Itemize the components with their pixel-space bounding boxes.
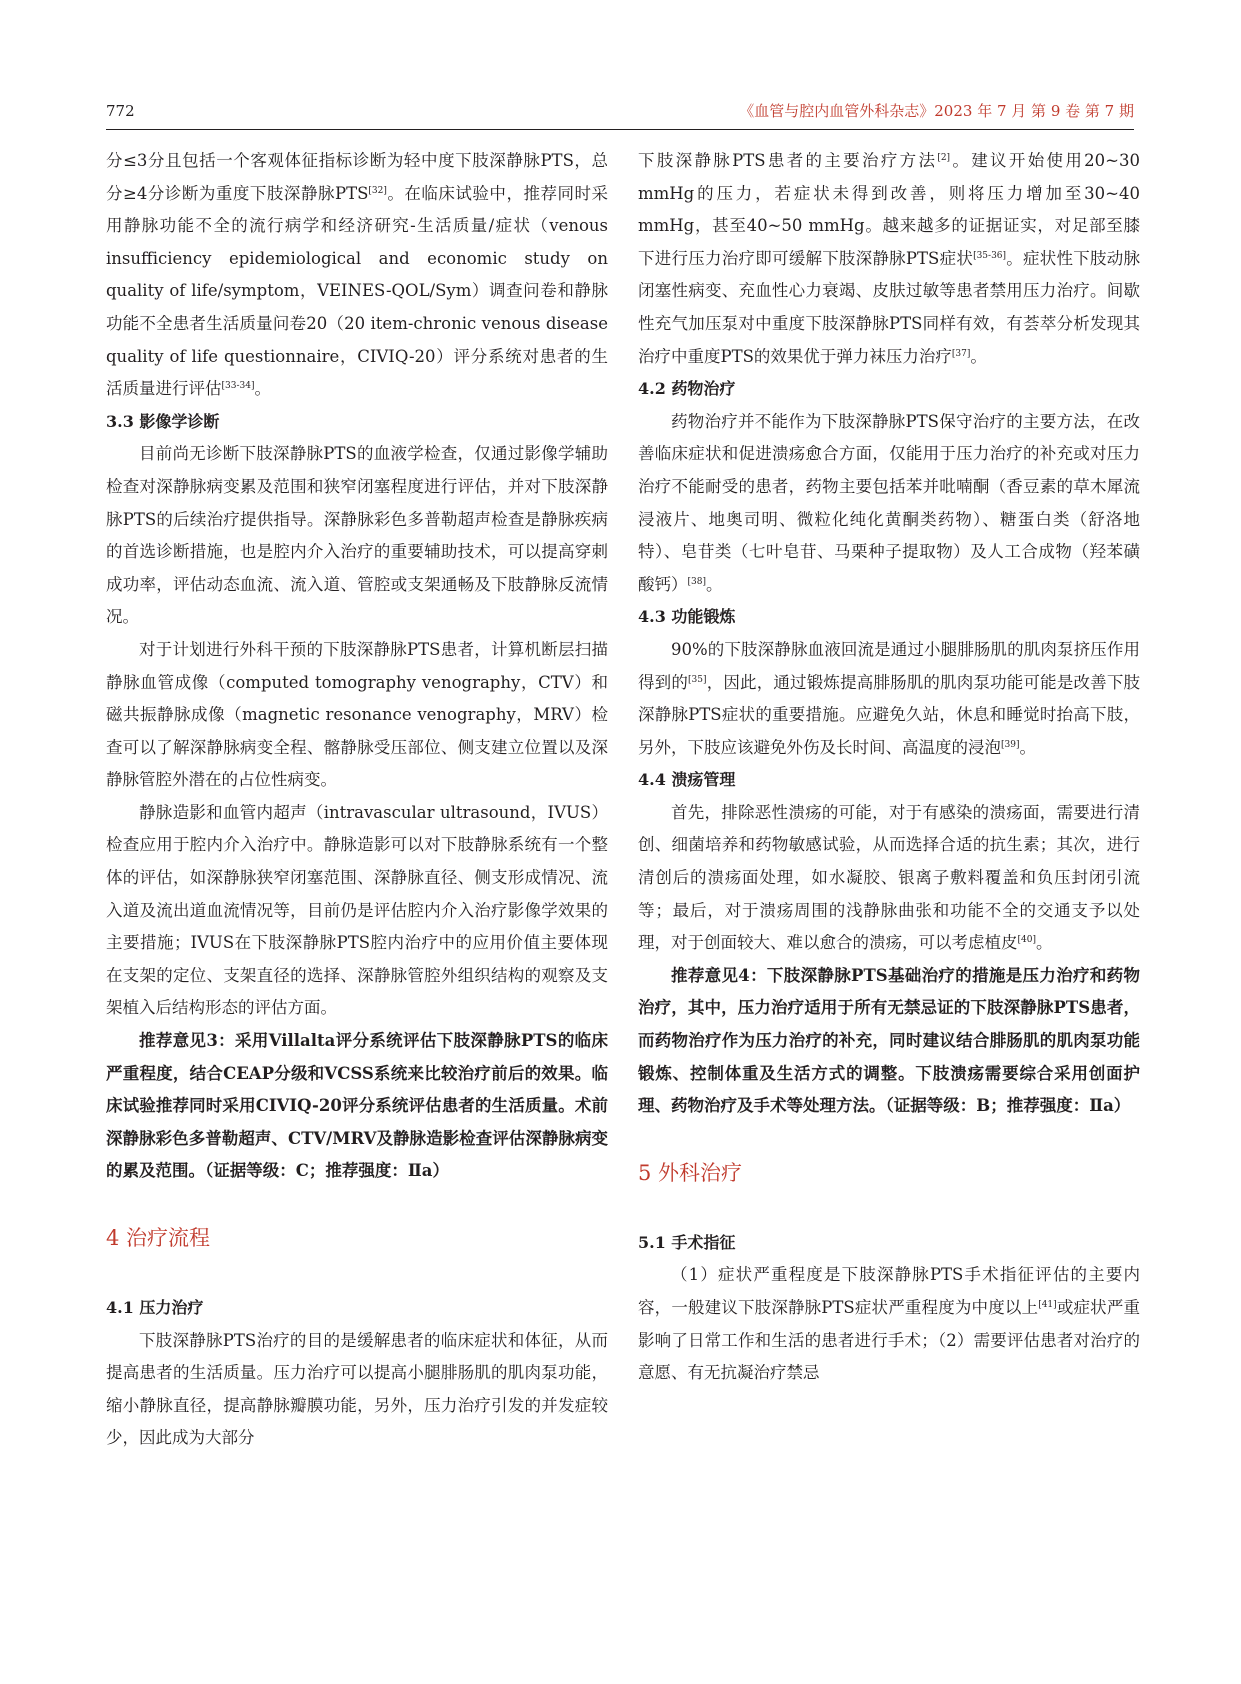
section-heading-5: 5 外科治疗 [638, 1160, 743, 1185]
citation: [41] [1038, 1300, 1057, 1310]
paragraph: 静脉造影和血管内超声（intravascular ultrasound，IVUS）检查应用于腔内介入治疗中。静脉造影可以对下肢静脉系统有一个整体的评估，如深静脉狭窄闭塞范围、深静脉直径、侧支形成情况、流入道及流出道血流情况等，目前仍是评估腔内介入治疗影像学效果的主要措施；IVUS在下肢深静脉PTS腔内治疗中的应用价值主要体现在支架的定位、支架直径的选择、深静脉管腔外组织结构的观察及支架植入后结构形态的评估方面。 [106, 802, 608, 1018]
citation: [2] [937, 153, 951, 163]
citation: [32] [368, 185, 387, 196]
citation: [40] [1017, 935, 1036, 946]
paragraph: 药物治疗并不能作为下肢深静脉PTS保守治疗的主要方法，在改善临床症状和促进溃疡愈合方面，仅能用于压力治疗的补充或对压力治疗不能耐受的患者，药物主要包括苯并吡喃酮（香豆素的草木犀流浸液片、地奥司明、微粒化纯化黄酮类药物）、糖蛋白类（舒洛地特）、皂苷类（七叶皂苷、马栗种子提取物）及人工合成物（羟苯磺酸钙）[38]。 [638, 411, 1140, 594]
recommendation-4: 推荐意见4：下肢深静脉PTS基础治疗的措施是压力治疗和药物治疗，其中，压力治疗适用于所有无禁忌证的下肢深静脉PTS患者，而药物治疗作为压力治疗的补充，同时建议结合腓肠肌的肌肉泵功能锻炼、控制体重及生活方式的调整。下肢溃疡需要综合采用创面护理、药物治疗及手术等处理方法。（证据等级：B；推荐强度：Ⅱa） [638, 965, 1140, 1116]
paragraph: 首先，排除恶性溃疡的可能，对于有感染的溃疡面，需要进行清创、细菌培养和药物敏感试验，从而选择合适的抗生素；其次，进行清创后的溃疡面处理，如水凝胶、银离子敷料覆盖和负压封闭引流等；最后，对于溃疡周围的浅静脉曲张和功能不全的交通支予以处理，对于创面较大、难以愈合的溃疡，可以考虑植皮[40]。 [638, 802, 1140, 953]
journal-title: 《血管与腔内血管外科杂志》2023 年 7 月 第 9 卷 第 7 期 [739, 102, 1134, 120]
section-heading-4-2: 4.2 药物治疗 [638, 379, 736, 399]
paragraph: 分≤3分且包括一个客观体征指标诊断为轻中度下肢深静脉PTS，总分≥4分诊断为重度下肢深静脉PTS[32]。在临床试验中，推荐同时采用静脉功能不全的流行病学和经济研究-生活质量/症状（venous insufficiency epidemiological and economic study on quality of life/symptom，VEINES-QOL/Sym）调查问卷和静脉功能不全患者生活质量问卷20（20 item-chronic venous disease quality of life questionnaire，CIVIQ-20）评分系统对患者的生活质量进行评估[33-34]。 [106, 151, 609, 399]
paragraph: 90%的下肢深静脉血液回流是通过小腿腓肠肌的肌肉泵挤压作用得到的[35]，因此，通过锻炼提高腓肠肌的肌肉泵功能可能是改善下肢深静脉PTS症状的重要措施。应避免久站，休息和睡觉时抬高下肢，另外，下肢应该避免外伤及长时间、高温度的浸泡[39]。 [638, 639, 1141, 757]
section-heading-5-1: 5.1 手术指征 [638, 1232, 736, 1252]
section-heading-4: 4 治疗流程 [106, 1226, 211, 1250]
citation: [37] [951, 348, 971, 359]
citation: [35-36] [973, 250, 1007, 261]
paragraph: 对于计划进行外科干预的下肢深静脉PTS患者，计算机断层扫描静脉血管成像（computed tomography venography，CTV）和磁共振静脉成像（magnetic resonance venography，MRV）检查可以了解深静脉病变全程、髂静脉受压部位、侧支建立位置以及深静脉管腔外潜在的占位性病变。 [106, 639, 608, 790]
citation: [35] [688, 674, 707, 685]
recommendation-3: 推荐意见3：采用Villalta评分系统评估下肢深静脉PTS的临床严重程度，结合CEAP分级和VCSS系统来比较治疗前后的效果。临床试验推荐同时采用CIVIQ-20评分系统评估患者的生活质量。术前深静脉彩色多普勒超声、CTV/MRV及静脉造影检查评估深静脉病变的累及范围。（证据等级：C；推荐强度：Ⅱa） [106, 1031, 608, 1181]
citation: [39] [1001, 739, 1020, 750]
paragraph: （1）症状严重程度是下肢深静脉PTS手术指征评估的主要内容，一般建议下肢深静脉PTS症状严重程度为中度以上[41]或症状严重影响了日常工作和生活的患者进行手术；（2）需要评估患者对治疗的意愿、有无抗凝治疗禁忌 [638, 1265, 1140, 1383]
paragraph: 下肢深静脉PTS患者的主要治疗方法[2]。建议开始使用20~30 mmHg的压力，若症状未得到改善，则将压力增加至30~40 mmHg，甚至40~50 mmHg。越来越多的证据证实，对足部至膝下进行压力治疗即可缓解下肢深静脉PTS症状[35-36]。症状性下肢动脉闭塞性病变、充血性心力衰竭、皮肤过敏等患者禁用压力治疗。间歇性充气加压泵对中重度下肢深静脉PTS同样有效，有荟萃分析发现其治疗中重度PTS的效果优于弹力袜压力治疗[37]。 [638, 151, 1140, 366]
right-column [638, 145, 1140, 1390]
citation: [38] [687, 576, 706, 587]
section-heading-3-3: 3.3 影像学诊断 [106, 411, 220, 431]
citation: [33-34] [221, 381, 255, 392]
page-header [106, 96, 1134, 130]
section-heading-4-4: 4.4 溃疡管理 [638, 770, 736, 790]
page-number: 772 [106, 102, 135, 120]
section-heading-4-3: 4.3 功能锻炼 [638, 607, 736, 627]
paragraph: 下肢深静脉PTS治疗的目的是缓解患者的临床症状和体征，从而提高患者的生活质量。压力治疗可以提高小腿腓肠肌的肌肉泵功能，缩小静脉直径，提高静脉瓣膜功能，另外，压力治疗引发的并发症较少，因此成为大部分 [106, 1330, 608, 1448]
left-column [106, 145, 608, 1455]
paragraph: 目前尚无诊断下肢深静脉PTS的血液学检查，仅通过影像学辅助检查对深静脉病变累及范围和狭窄闭塞程度进行评估，并对下肢深静脉PTS的后续治疗提供指导。深静脉彩色多普勒超声检查是静脉疾病的首选诊断措施，也是腔内介入治疗的重要辅助技术，可以提高穿刺成功率，评估动态血流、流入道、管腔或支架通畅及下肢静脉反流情况。 [106, 444, 608, 627]
section-heading-4-1: 4.1 压力治疗 [106, 1298, 204, 1317]
